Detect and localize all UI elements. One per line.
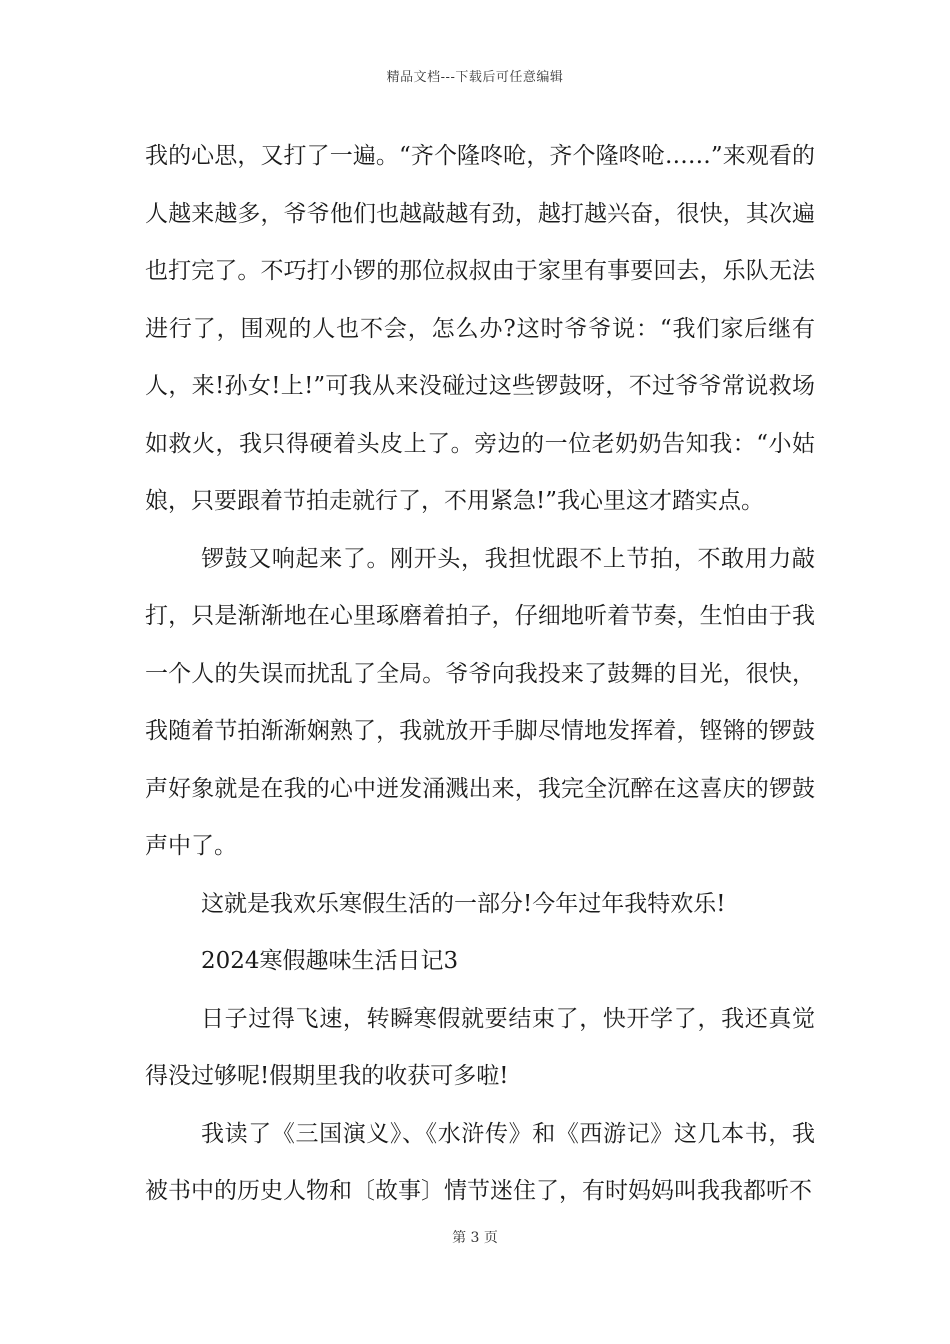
paragraph-3: 这就是我欢乐寒假生活的一部分!今年过年我特欢乐! [201, 890, 726, 917]
section-heading: 2024寒假趣味生活日记3 [201, 948, 459, 974]
paragraph-5: 我读了《三国演义》、《水浒传》和《西游记》这几本书，我被书中的历史人物和〔故事〕情节迷住了，有时妈妈叫我我都听不 [145, 1120, 815, 1204]
paragraph-4: 日子过得飞速，转瞬寒假就要结束了，快开学了，我还真觉得没过够呢!假期里我的收获可多啦! [145, 1005, 815, 1089]
paragraph-2: 锣鼓又响起来了。刚开头，我担忧跟不上节拍，不敢用力敲打，只是渐渐地在心里琢磨着拍子，仔细地听着节奏，生怕由于我一个人的失误而扰乱了全局。爷爷向我投来了鼓舞的目光，很快，我随着节拍渐渐娴熟了，我就放开手脚尽情地发挥着，铿锵的锣鼓声好象就是在我的心中迸发涌溅出来，我完全沉醉在这喜庆的锣鼓声中了。 [145, 545, 815, 859]
paragraph-1: 我的心思，又打了一遍。“齐个隆咚呛，齐个隆咚呛……”来观看的人越来越多，爷爷他们也越敲越有劲，越打越兴奋，很快，其次遍也打完了。不巧打小锣的那位叔叔由于家里有事要回去，乐队无法进行了，围观的人也不会，怎么办?这时爷爷说：“我们家后继有人，来!孙女!上!”可我从来没碰过这些锣鼓呀，不过爷爷常说救场如救火，我只得硬着头皮上了。旁边的一位老奶奶告知我：“小姑娘，只要跟着节拍走就行了，不用紧急!”我心里这才踏实点。 [145, 143, 815, 514]
page-number: 第 3 页 [452, 1230, 498, 1246]
page-header: 精品文档---下载后可任意编辑 [386, 70, 564, 85]
document-body [145, 128, 815, 1221]
